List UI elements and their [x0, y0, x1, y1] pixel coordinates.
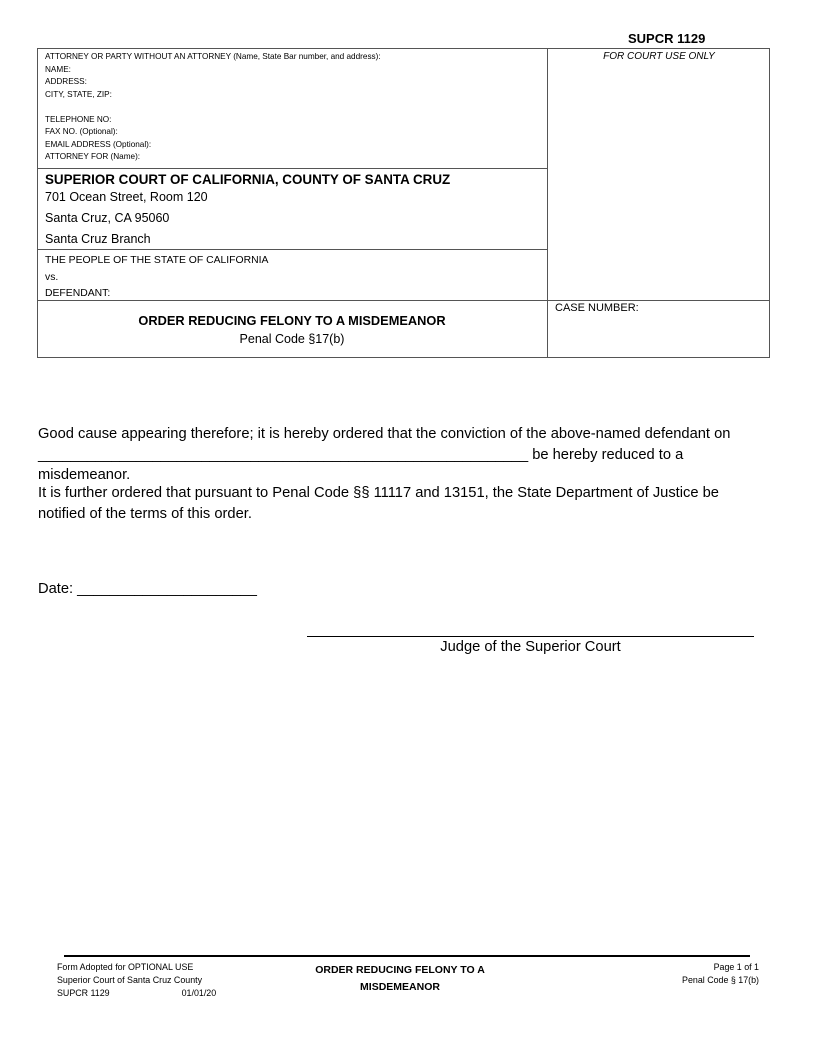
caption-divider	[547, 48, 548, 358]
order-paragraph-2: It is further ordered that pursuant to Penal Code §§ 11117 and 13151, the State Department of Justice be notified of the terms of this order.	[38, 485, 719, 522]
page-number: Page 1 of 1	[713, 962, 759, 972]
footer-code: Penal Code § 17(b)	[682, 975, 759, 985]
court-divider	[37, 249, 548, 250]
order-paragraph-1-line-1: Good cause appearing therefore; it is hereby ordered that the conviction of the above-named defendant on	[38, 426, 731, 442]
order-paragraph-1	[38, 424, 758, 486]
footer-rule	[64, 955, 750, 957]
footer-title-line-2: MISDEMEANOR	[360, 981, 440, 993]
footer-adopted: Form Adopted for OPTIONAL USE	[57, 962, 194, 972]
conviction-date-blank[interactable]: ____________________________________________________________ be hereby reduced to a misdemeanor.	[38, 446, 684, 483]
case-parties: THE PEOPLE OF THE STATE OF CALIFORNIA vs. DEFENDANT:	[45, 255, 269, 299]
footer-title	[290, 962, 510, 996]
footer-form-line	[57, 987, 216, 1000]
date-field[interactable]: Date: ______________________	[38, 581, 257, 597]
footer-form-number: SUPCR 1129	[57, 988, 110, 998]
court-address: 701 Ocean Street, Room 120	[45, 190, 208, 204]
document-subtitle: Penal Code §17(b)	[239, 332, 345, 346]
signature-label: Judge of the Superior Court	[440, 639, 621, 655]
court-use-only-label: FOR COURT USE ONLY	[603, 51, 715, 62]
document-title: ORDER REDUCING FELONY TO A MISDEMEANOR	[138, 313, 446, 328]
footer-left	[57, 961, 216, 1000]
document-title-block	[37, 313, 547, 346]
attorney-divider	[37, 168, 548, 169]
footer-revision-date: 01/01/20	[181, 988, 217, 998]
signature-line[interactable]	[307, 636, 754, 637]
attorney-info-fields[interactable]: ATTORNEY OR PARTY WITHOUT AN ATTORNEY (Name, State Bar number, and address): NAME: ADDRESS: CITY, STATE, ZIP: TELEPHONE NO: FAX NO. (Optional): EMAIL ADDRESS (Optional): ATTORNEY FOR (Name):	[45, 52, 381, 161]
court-branch: Santa Cruz Branch	[45, 232, 151, 246]
court-city: Santa Cruz, CA 95060	[45, 211, 170, 225]
court-name: SUPERIOR COURT OF CALIFORNIA, COUNTY OF SANTA CRUZ	[45, 172, 451, 187]
footer-court: Superior Court of Santa Cruz County	[57, 975, 203, 985]
form-number: SUPCR 1129	[628, 31, 706, 46]
case-number-label: CASE NUMBER:	[555, 302, 639, 314]
footer-right	[600, 961, 759, 987]
footer-title-line-1: ORDER REDUCING FELONY TO A	[315, 964, 485, 976]
